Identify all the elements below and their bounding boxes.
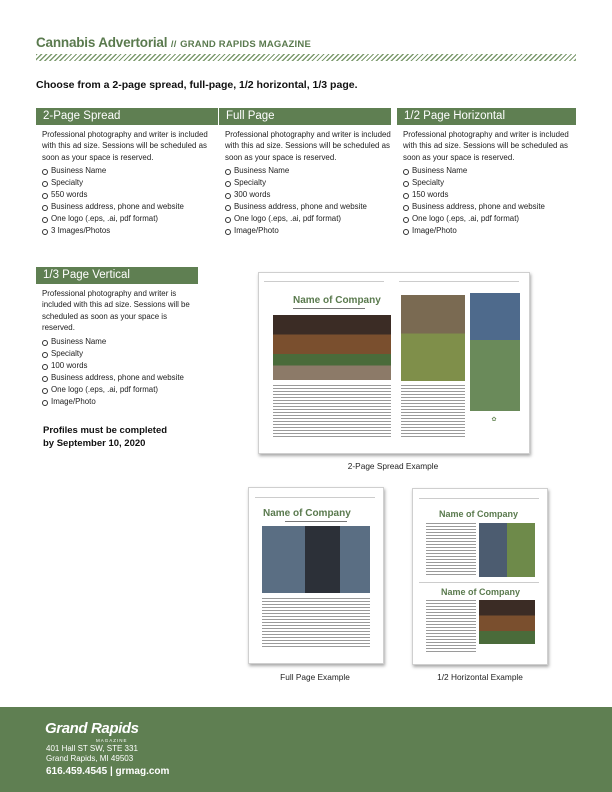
option-list	[403, 165, 576, 237]
list-item: Business Name	[225, 165, 391, 177]
list-item: One logo (.eps, .ai, pdf format)	[42, 384, 198, 396]
option-list	[42, 165, 218, 237]
storefront-photo	[470, 293, 520, 411]
list-item: Business Name	[42, 165, 218, 177]
option-description: Professional photography and writer is included with this ad size. Sessions will be scheduled as soon as your space is reserved.	[403, 130, 569, 162]
header-title: Cannabis Advertorial	[36, 35, 168, 50]
list-item: Business address, phone and website	[225, 201, 391, 213]
page-header	[36, 35, 311, 50]
footer-address-line: Grand Rapids, MI 49503	[46, 754, 134, 763]
header-separator: //	[170, 39, 177, 50]
option-description: Professional photography and writer is included with this ad size. Sessions will be scheduled as soon as your space is reserved.	[42, 130, 208, 162]
hatched-divider	[36, 54, 576, 61]
option-list	[225, 165, 391, 237]
spread-example-caption: 2-Page Spread Example	[347, 461, 439, 471]
header-subtitle: GRAND RAPIDS MAGAZINE	[180, 39, 311, 50]
option-title: Full Page	[219, 108, 391, 125]
leaf-icon: ✿	[491, 417, 497, 423]
option-list	[42, 336, 198, 408]
list-item: Specialty	[403, 177, 576, 189]
deadline-line: by September 10, 2020	[43, 438, 146, 449]
company-name: Name of Company	[263, 508, 351, 519]
storefront-photo	[479, 523, 535, 577]
deadline-note	[43, 424, 167, 450]
option-title: 1/2 Page Horizontal	[397, 108, 576, 125]
list-item: Business address, phone and website	[42, 372, 198, 384]
list-item: 150 words	[403, 189, 576, 201]
body-text-block	[401, 385, 465, 437]
deadline-line: Profiles must be completed	[43, 425, 168, 436]
option-third-page-vertical	[36, 267, 198, 408]
list-item: Business Name	[42, 336, 198, 348]
option-2-page-spread	[36, 108, 218, 237]
company-address-line	[285, 521, 347, 522]
list-item: 3 Images/Photos	[42, 225, 218, 237]
list-item: Image/Photo	[225, 225, 391, 237]
list-item: 100 words	[42, 360, 198, 372]
footer-contact: 616.459.4545 | grmag.com	[46, 766, 170, 777]
grand-rapids-logo: Grand Rapids	[45, 720, 139, 737]
full-page-example-thumbnail	[248, 487, 384, 664]
spread-example-thumbnail	[258, 272, 530, 454]
option-full-page	[219, 108, 391, 237]
body-text-block	[273, 385, 391, 437]
half-page-example-caption: 1/2 Horizontal Example	[437, 672, 523, 682]
body-text-block	[426, 523, 476, 577]
interior-photo	[401, 295, 465, 381]
half-page-example-thumbnail	[412, 488, 548, 665]
running-head	[264, 281, 384, 282]
company-name: Name of Company	[441, 587, 521, 597]
interior-photo	[273, 315, 391, 380]
list-item: Image/Photo	[42, 396, 198, 408]
list-item: Business Name	[403, 165, 576, 177]
company-address-line	[293, 308, 365, 309]
footer-bar	[0, 707, 612, 792]
list-item: Specialty	[42, 348, 198, 360]
company-name: Name of Company	[293, 295, 381, 306]
list-item: Image/Photo	[403, 225, 576, 237]
option-half-page-horizontal	[397, 108, 576, 237]
option-description: Professional photography and writer is included with this ad size. Sessions will be scheduled as soon as your space is reserved.	[225, 130, 391, 162]
list-item: 550 words	[42, 189, 218, 201]
running-head	[399, 281, 519, 282]
list-item: Specialty	[42, 177, 218, 189]
interior-photo	[479, 600, 535, 644]
list-item: Business address, phone and website	[403, 201, 576, 213]
list-item: One logo (.eps, .ai, pdf format)	[403, 213, 576, 225]
list-item: Business address, phone and website	[42, 201, 218, 213]
running-head	[419, 498, 539, 499]
storefront-photo	[262, 526, 370, 593]
full-page-example-caption: Full Page Example	[280, 672, 350, 682]
option-title: 2-Page Spread	[36, 108, 218, 125]
option-title: 1/3 Page Vertical	[36, 267, 198, 284]
running-head	[255, 497, 375, 498]
footer-address-line: 401 Hall ST SW, STE 331	[46, 744, 138, 753]
half-page-divider	[419, 582, 539, 583]
body-text-block	[262, 598, 370, 648]
company-name: Name of Company	[439, 509, 519, 519]
body-text-block	[426, 600, 476, 652]
list-item: 300 words	[225, 189, 391, 201]
logo-subtitle: MAGAZINE	[96, 738, 128, 743]
intro-text: Choose from a 2-page spread, full-page, 1/2 horizontal, 1/3 page.	[36, 79, 358, 91]
option-description: Professional photography and writer is included with this ad size. Sessions will be scheduled as soon as your space is reserved.	[42, 289, 190, 333]
list-item: One logo (.eps, .ai, pdf format)	[42, 213, 218, 225]
list-item: One logo (.eps, .ai, pdf format)	[225, 213, 391, 225]
list-item: Specialty	[225, 177, 391, 189]
